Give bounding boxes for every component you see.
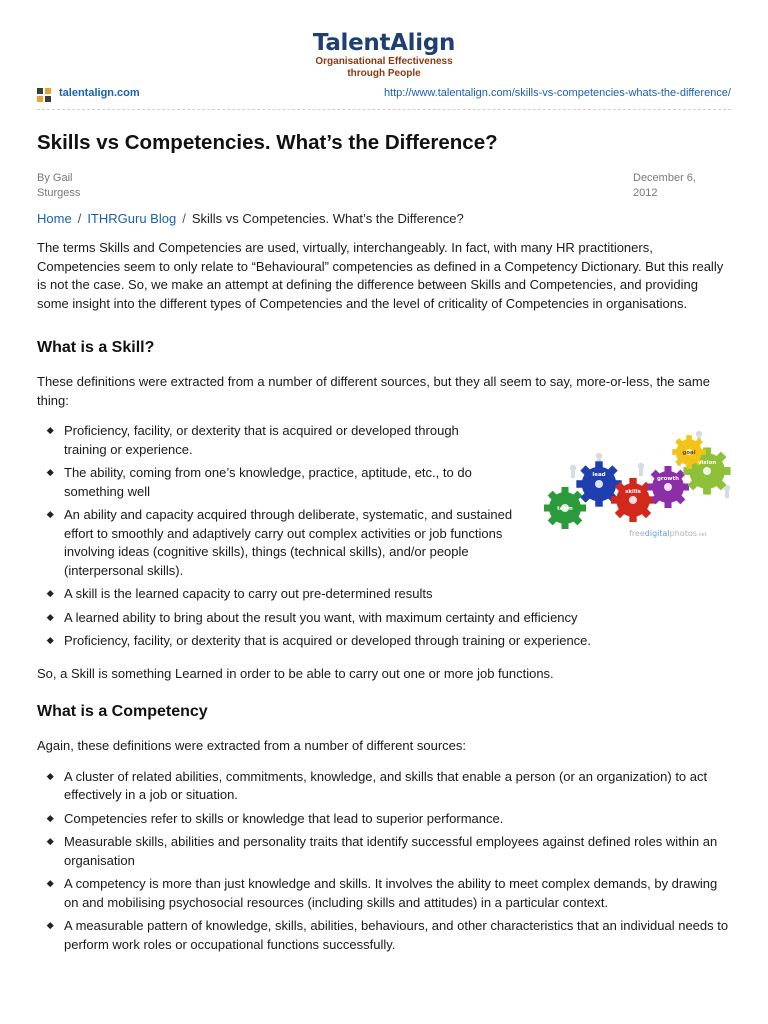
breadcrumb-separator: / <box>77 211 82 226</box>
list-item: An ability and capacity acquired through deliberate, systematic, and sustained effort to smoothly and adaptively carry out complex activities or job functions involving ideas (cognitive skills), things (technical skills), and/or people (interpersonal skills). <box>37 506 524 580</box>
list-item: A cluster of related abilities, commitments, knowledge, and skills that enable a person (or an organization) to act effectively in a job or situation. <box>37 768 731 805</box>
watermark-photos: photos <box>669 529 697 538</box>
list-item: Measurable skills, abilities and personality traits that identify successful employees against defined roles within an organisation <box>37 833 731 870</box>
site-favicon-icon <box>37 88 51 102</box>
header-divider <box>37 109 731 110</box>
watermark-text <box>629 529 707 538</box>
watermark-digital: digital <box>644 529 670 538</box>
site-link[interactable]: talentalign.com <box>59 87 140 99</box>
competency-heading: What is a Competency <box>37 703 208 720</box>
gear-word: team <box>557 506 573 512</box>
article-body <box>37 239 731 959</box>
competency-definitions-list <box>37 768 731 955</box>
article-title: Skills vs Competencies. What’s the Difference? <box>37 131 498 154</box>
skill-heading: What is a Skill? <box>37 339 155 356</box>
gear-word: lead <box>592 472 606 478</box>
logo-tagline-2: through People <box>347 68 421 79</box>
date-line-2: 2012 <box>633 187 658 199</box>
watermark-free: free <box>629 529 645 538</box>
skill-lead-paragraph: These definitions were extracted from a number of different sources, but they all seem to say, more-or-less, the same thing: <box>37 374 710 408</box>
gear-word: growth <box>656 476 680 482</box>
list-item: A competency is more than just knowledge and skills. It involves the ability to meet complex demands, by drawing on and mobilising psychosocial resources (including skills and attitudes) in a particular context. <box>37 875 731 912</box>
author-line-1: By Gail <box>37 172 73 184</box>
watermark-net: .net <box>696 532 707 538</box>
article-date <box>633 171 696 201</box>
gear-word: goal <box>682 450 696 456</box>
list-item: The ability, coming from one’s knowledge, practice, aptitude, etc., to do something well <box>37 464 500 501</box>
intro-paragraph: The terms Skills and Competencies are used, virtually, interchangeably. In fact, with many HR practitioners, Competencies seem to only relate to “Behavioural” competencies as defined in a Competency Dictionary. But this really is not the case. So, we make an attempt at defining the difference between Skills and Competencies, and providing some insight into the different types of Competencies and the level of criticality of Competencies in organisations. <box>37 240 724 311</box>
list-item: Proficiency, facility, or dexterity that is acquired or developed through training or experience. <box>37 632 731 651</box>
breadcrumb-home-link[interactable]: Home <box>37 211 72 226</box>
logo-tagline-1: Organisational Effectiveness <box>315 56 453 67</box>
talentalign-logo <box>0 30 768 80</box>
logo-name: TalentAlign <box>312 30 456 56</box>
source-bar <box>37 86 731 102</box>
article-url-link[interactable]: http://www.talentalign.com/skills-vs-competencies-whats-the-difference/ <box>383 87 731 99</box>
gear-word: vision <box>697 460 717 466</box>
list-item: A measurable pattern of knowledge, skills, abilities, behaviours, and other characteristics that an individual needs to perform work roles or occupational functions successfully. <box>37 917 731 954</box>
gears-teamwork-illustration-icon <box>529 424 741 548</box>
list-item: A learned ability to bring about the result you want, with maximum certainty and efficiency <box>37 609 731 628</box>
breadcrumb <box>37 211 464 226</box>
skill-summary-paragraph: So, a Skill is something Learned in order to be able to carry out one or more job functions. <box>37 665 554 681</box>
competency-lead-paragraph: Again, these definitions were extracted from a number of different sources: <box>37 738 466 753</box>
gear-word: skills <box>625 489 641 495</box>
breadcrumb-blog-link[interactable]: ITHRGuru Blog <box>87 211 177 226</box>
list-item: Competencies refer to skills or knowledge that lead to superior performance. <box>37 810 731 829</box>
author-line-2: Sturgess <box>37 187 81 199</box>
date-line-1: December 6, <box>633 172 696 184</box>
breadcrumb-current: Skills vs Competencies. What’s the Difference? <box>191 211 464 226</box>
list-item: Proficiency, facility, or dexterity that is acquired or developed through training or experience. <box>37 422 500 459</box>
breadcrumb-separator: / <box>182 211 186 226</box>
article-author <box>37 171 80 201</box>
list-item: A skill is the learned capacity to carry out pre-determined results <box>37 585 731 604</box>
